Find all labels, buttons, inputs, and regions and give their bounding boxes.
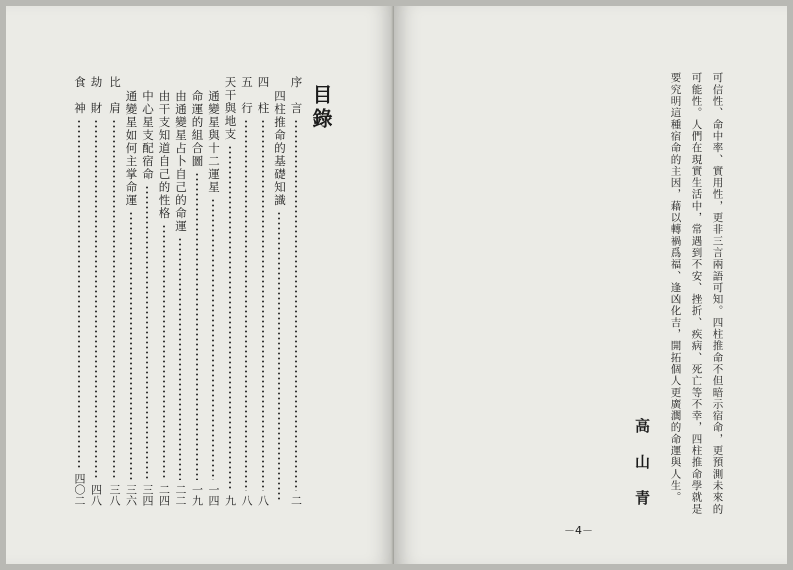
toc-leader-dots — [78, 119, 80, 469]
toc-entry-page: 二二 — [174, 484, 187, 506]
toc-entry — [208, 90, 220, 506]
toc-entry-page: 三四 — [141, 484, 154, 506]
toc-entry — [274, 90, 286, 506]
toc-entry — [224, 76, 236, 506]
toc-entry — [90, 76, 102, 506]
toc-entry-title: 五 行 — [240, 76, 254, 115]
book-spread — [6, 6, 787, 564]
toc-entry — [74, 76, 86, 506]
toc-entry-title: 天干與地支 — [223, 76, 238, 141]
toc-leader-dots — [196, 172, 198, 480]
toc-entry-page: 四八 — [89, 484, 103, 506]
preface-line-3: 要究明這種宿命的主因，藉以轉禍爲福、逢凶化吉，開拓個人更廣濶的命運與人生。 — [669, 72, 682, 504]
toc-leader-dots — [212, 198, 214, 480]
preface-line-2: 可能性。人們在現實生活中，常遇到不安、挫折、疾病、死亡等不幸，四柱推命學就是 — [690, 72, 703, 515]
toc-entry-title: 由干支知道自己的性格 — [157, 90, 172, 220]
toc-leader-dots — [113, 119, 115, 480]
toc-leader-dots — [146, 185, 148, 480]
toc-entry-page: 一四 — [207, 484, 220, 506]
toc-entry-title: 食 神 — [73, 76, 87, 115]
toc-leader-dots — [179, 237, 181, 480]
toc-entry — [109, 76, 121, 506]
toc-leader-dots — [245, 119, 247, 491]
toc-heading: 目錄 — [309, 84, 333, 132]
toc-leader-dots — [262, 119, 264, 491]
toc-entry — [175, 90, 187, 506]
toc-entry — [290, 76, 302, 506]
toc-entry-title: 四 柱 — [256, 76, 271, 115]
page-number: －4－ — [564, 524, 593, 537]
toc-entry-page: 四〇二 — [73, 473, 86, 506]
toc-entry-title: 比 肩 — [108, 76, 122, 115]
toc-entry-page: 二 — [289, 495, 303, 506]
toc-entry-page: 二四 — [157, 484, 171, 506]
toc-leader-dots — [295, 119, 297, 491]
toc-leader-dots — [278, 211, 280, 502]
toc-entry-page: 八 — [240, 495, 253, 506]
toc-entry — [125, 90, 137, 506]
toc-entry-title: 序 言 — [289, 76, 304, 115]
right-page-preface — [394, 6, 787, 564]
toc-entry-title: 通變星與十二運星 — [207, 90, 221, 194]
toc-leader-dots — [163, 224, 165, 480]
toc-entry — [191, 90, 203, 506]
toc-entry-title: 命運的組合圖 — [190, 90, 205, 168]
toc-entry-page: 一九 — [190, 484, 204, 506]
toc-entry — [158, 90, 170, 506]
toc-entry — [142, 90, 154, 506]
toc-entry-page: 八 — [256, 495, 270, 506]
toc-entry-title: 劫 財 — [89, 76, 104, 115]
toc-entry — [257, 76, 269, 506]
toc-entry-page: 九 — [223, 495, 237, 506]
toc-entry-title: 由通變星占卜自己的命運 — [174, 90, 188, 233]
toc-entry — [241, 76, 253, 506]
preface-line-1: 可信性、命中率、實用性，更非三言兩語可知。四柱推命不但暗示宿命，更預測未來的 — [711, 72, 724, 515]
toc-entry-title: 四柱推命的基礎知識 — [273, 90, 287, 207]
toc-entry-title: 中心星支配宿命 — [141, 90, 155, 181]
toc-entry-page: 三六 — [124, 484, 138, 506]
toc-entry-page: 三八 — [108, 484, 121, 506]
toc-leader-dots — [95, 119, 97, 480]
author-name: 高山青 — [633, 418, 651, 526]
toc-leader-dots — [229, 145, 231, 491]
toc-entry-title: 通變星如何主掌命運 — [124, 90, 139, 207]
left-page-table-of-contents — [6, 6, 394, 564]
toc-leader-dots — [130, 211, 132, 480]
